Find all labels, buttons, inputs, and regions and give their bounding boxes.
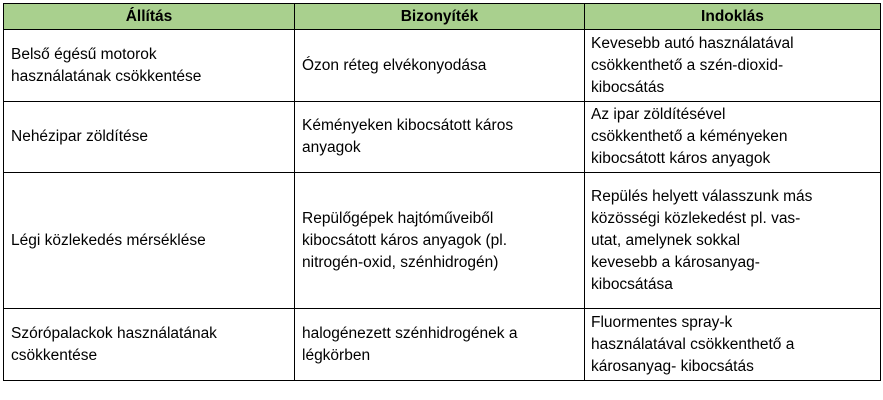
reason-text: Fluormentes spray-k használatával csökkenthető a károsanyag- kibocsátás (591, 313, 795, 375)
table-row (4, 30, 881, 102)
reason-text: Kevesebb autó használatával csökkenthető a szén-dioxid- kibocsátás (591, 34, 794, 96)
reason-cell (585, 30, 881, 102)
reason-cell (585, 309, 881, 381)
reason-cell (585, 173, 881, 309)
table-row (4, 102, 881, 173)
claim-cell (4, 102, 295, 173)
claim-cell (4, 30, 295, 102)
evidence-text: Ózon réteg elvékonyodása (302, 56, 487, 74)
header-claim: Állítás (4, 4, 295, 30)
header-evidence: Bizonyíték (295, 4, 585, 30)
evidence-text: halogénezett szénhidrogének a légkörben (302, 324, 518, 364)
evidence-cell (295, 173, 585, 309)
claim-text: Szórópalackok használatának csökkentése (11, 324, 217, 364)
claim-text: Belső égésű motorok használatának csökkentése (11, 45, 202, 85)
claim-cell (4, 309, 295, 381)
evidence-cell (295, 309, 585, 381)
evidence-text: Repülőgépek hajtóműveiből kibocsátott káros anyagok (pl. nitrogén-oxid, szénhidrogén) (302, 209, 508, 271)
table-row (4, 309, 881, 381)
reason-text: Repülés helyett válasszunk más közösségi közlekedést pl. vas- utat, amelynek sokkal kevesebb a károsanyag- kibocsátása (591, 187, 813, 293)
reason-text: Az ipar zöldítésével csökkenthető a kéményeken kibocsátott káros anyagok (591, 106, 788, 167)
argument-table (3, 3, 881, 381)
claim-cell (4, 173, 295, 309)
claim-text: Légi közlekedés mérséklése (11, 231, 206, 249)
claim-text: Nehézipar zöldítése (11, 128, 148, 145)
header-row (4, 4, 881, 30)
table-row (4, 173, 881, 309)
header-reason: Indoklás (585, 4, 881, 30)
evidence-text: Kéményeken kibocsátott káros anyagok (302, 117, 514, 156)
evidence-cell (295, 102, 585, 173)
evidence-cell (295, 30, 585, 102)
reason-cell (585, 102, 881, 173)
